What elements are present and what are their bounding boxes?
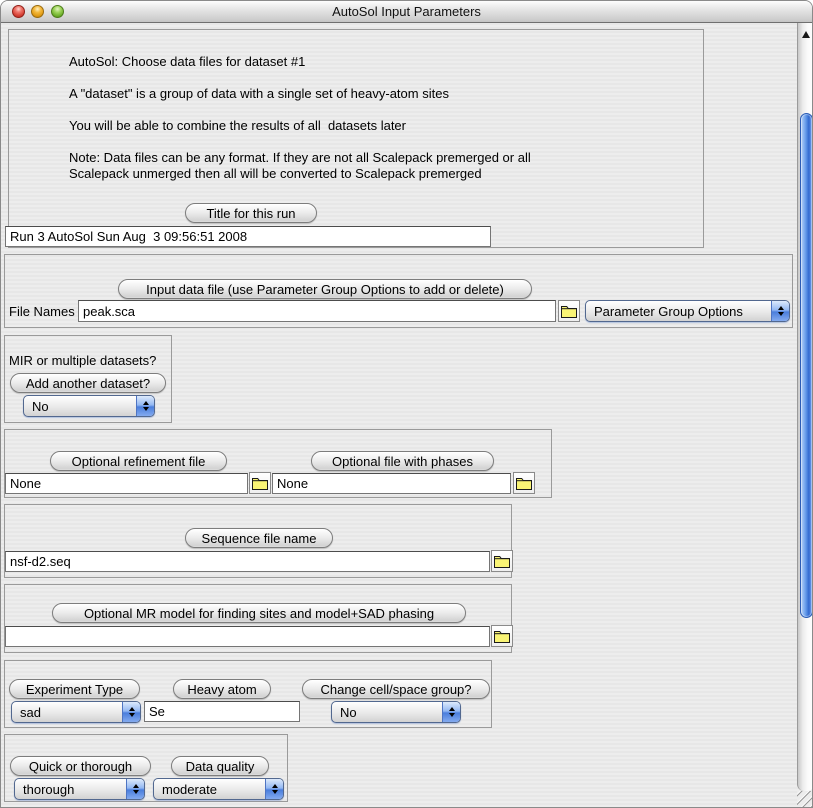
folder-icon <box>252 476 268 490</box>
change-cell-button[interactable]: Change cell/space group? <box>302 679 490 699</box>
refinement-file-input[interactable] <box>5 473 248 494</box>
file-names-label: File Names <box>9 304 75 319</box>
intro-line-2: A "dataset" is a group of data with a single set of heavy-atom sites <box>69 86 449 101</box>
intro-line-3: You will be able to combine the results of all datasets later <box>69 118 406 133</box>
window-title: AutoSol Input Parameters <box>332 4 481 19</box>
scroll-up-icon[interactable] <box>799 26 813 42</box>
file-names-input[interactable] <box>78 300 556 322</box>
popup-stepper-icon <box>442 702 460 722</box>
change-cell-value: No <box>340 704 357 720</box>
experiment-type-popup[interactable] <box>11 701 141 723</box>
popup-stepper-icon <box>265 779 283 799</box>
resize-grip-icon[interactable] <box>797 791 813 808</box>
experiment-type-value: sad <box>20 704 41 720</box>
browse-refinement-file-button[interactable] <box>249 472 271 494</box>
phases-file-input[interactable] <box>272 473 511 494</box>
scrollbar-thumb[interactable] <box>800 113 813 618</box>
mr-model-input[interactable] <box>5 626 490 647</box>
optional-refinement-file-button[interactable]: Optional refinement file <box>50 451 227 471</box>
add-dataset-popup[interactable] <box>23 395 155 417</box>
popup-stepper-icon <box>126 779 144 799</box>
speed-popup-value: thorough <box>23 781 75 797</box>
quality-popup-value: moderate <box>162 781 217 797</box>
intro-note-line-1: Note: Data files can be any format. If they are not all Scalepack premerged or all <box>69 150 531 165</box>
change-cell-popup[interactable] <box>331 701 461 723</box>
folder-icon <box>561 304 577 318</box>
sequence-file-input[interactable] <box>5 551 490 572</box>
popup-stepper-icon <box>136 396 154 416</box>
heavy-atom-input[interactable] <box>144 701 300 722</box>
title-bar[interactable] <box>1 1 812 23</box>
intro-note-line-2: Scalepack unmerged then all will be converted to Scalepack premerged <box>69 166 482 181</box>
add-dataset-popup-value: No <box>32 398 49 414</box>
folder-icon <box>494 629 510 643</box>
popup-stepper-icon <box>122 702 140 722</box>
quick-or-thorough-button[interactable]: Quick or thorough <box>10 756 151 776</box>
optional-file-with-phases-button[interactable]: Optional file with phases <box>311 451 494 471</box>
popup-stepper-icon <box>771 301 789 321</box>
speed-popup[interactable] <box>14 778 145 800</box>
browse-sequence-file-button[interactable] <box>491 550 513 572</box>
sequence-file-button[interactable]: Sequence file name <box>185 528 333 548</box>
vertical-scrollbar[interactable] <box>797 23 813 791</box>
heavy-atom-button[interactable]: Heavy atom <box>173 679 271 699</box>
run-title-input[interactable] <box>5 226 491 247</box>
experiment-type-button[interactable]: Experiment Type <box>9 679 140 699</box>
browse-mr-model-button[interactable] <box>491 625 513 647</box>
parameter-group-options-popup[interactable] <box>585 300 790 322</box>
intro-line-1: AutoSol: Choose data files for dataset #1 <box>69 54 306 69</box>
data-quality-button[interactable]: Data quality <box>171 756 269 776</box>
mr-model-button[interactable]: Optional MR model for finding sites and model+SAD phasing <box>52 603 466 623</box>
title-for-run-button[interactable]: Title for this run <box>185 203 317 223</box>
browse-phases-file-button[interactable] <box>513 472 535 494</box>
browse-data-file-button[interactable] <box>558 300 580 322</box>
input-data-file-button[interactable]: Input data file (use Parameter Group Options to add or delete) <box>118 279 532 299</box>
quality-popup[interactable] <box>153 778 284 800</box>
add-dataset-button[interactable]: Add another dataset? <box>10 373 166 393</box>
mir-question-label: MIR or multiple datasets? <box>9 353 157 368</box>
parameter-group-options-label: Parameter Group Options <box>594 303 743 319</box>
folder-icon <box>516 476 532 490</box>
folder-icon <box>494 554 510 568</box>
